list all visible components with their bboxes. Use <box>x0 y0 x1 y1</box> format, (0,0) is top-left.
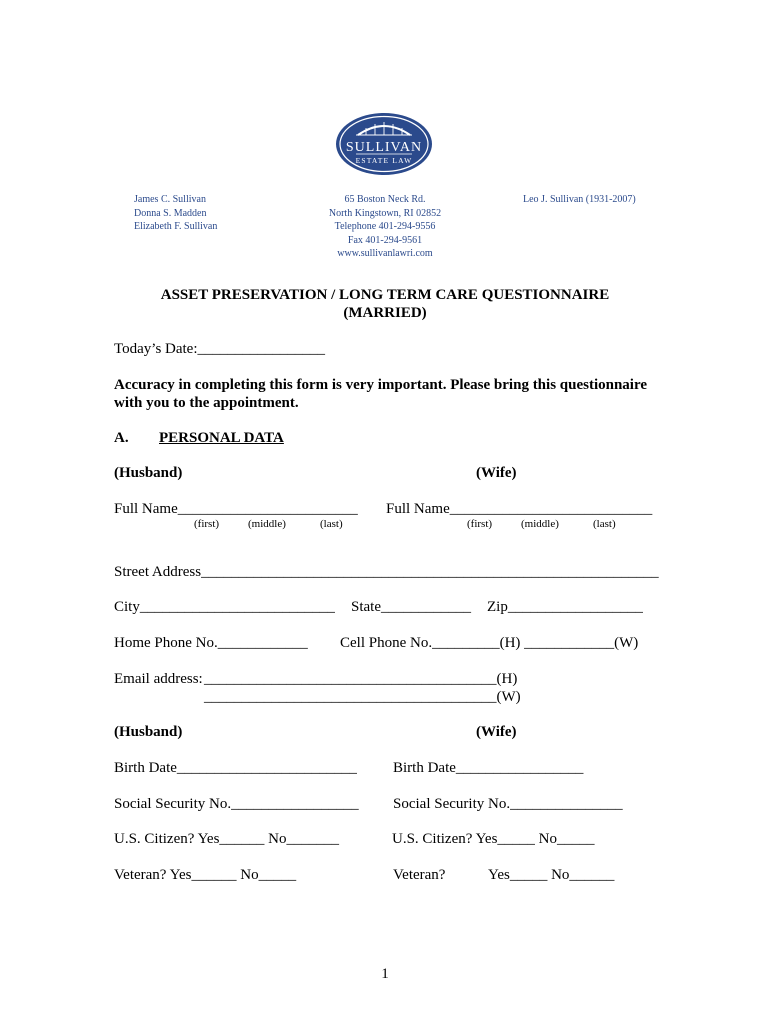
husband-ssn-field[interactable]: Social Security No._________________ <box>114 796 359 812</box>
husband-middle-caption: (middle) <box>248 518 286 530</box>
cell-phone-field[interactable]: Cell Phone No._________(H) ____________(W) <box>340 635 639 651</box>
address-line: North Kingstown, RI 02852 <box>328 207 442 219</box>
husband-column-header: (Husband) <box>114 724 183 740</box>
wife-veteran-field[interactable]: Yes_____ No______ <box>488 867 615 883</box>
logo-subtitle: ESTATE LAW <box>355 156 413 165</box>
section-heading: PERSONAL DATA <box>159 430 284 446</box>
website-line: www.sullivanlawri.com <box>337 248 433 259</box>
address-line: 65 Boston Neck Rd. <box>344 194 426 205</box>
document-title: ASSET PRESERVATION / LONG TERM CARE QUESTIONNAIRE <box>160 287 610 303</box>
street-address-field[interactable]: Street Address_____________________________________________________________ <box>114 564 659 580</box>
husband-veteran-field[interactable]: Veteran? Yes______ No_____ <box>114 867 297 883</box>
husband-birth-date-field[interactable]: Birth Date________________________ <box>114 760 357 776</box>
wife-last-caption: (last) <box>593 518 616 530</box>
state-field[interactable]: State____________ <box>351 599 471 615</box>
logo-wordmark: SULLIVAN <box>345 140 423 155</box>
page-number: 1 <box>381 966 389 982</box>
letterhead-attorneys <box>134 193 217 234</box>
husband-column-header: (Husband) <box>114 465 183 481</box>
address-line: Fax 401-294-9561 <box>347 234 423 246</box>
home-phone-field[interactable]: Home Phone No.____________ <box>114 635 308 651</box>
attorney-name: James C. Sullivan <box>134 194 206 205</box>
husband-first-caption: (first) <box>194 518 220 530</box>
wife-birth-date-field[interactable]: Birth Date_________________ <box>393 760 584 776</box>
letterhead-address <box>305 193 465 261</box>
wife-first-caption: (first) <box>467 518 493 530</box>
email-work-field[interactable]: _______________________________________(W) <box>204 689 521 705</box>
todays-date-field[interactable]: Today’s Date:_________________ <box>114 341 326 357</box>
letterhead-founder: Leo J. Sullivan (1931-2007) <box>523 194 636 205</box>
instruction-line: Accuracy in completing this form is very important. Please bring this questionnaire <box>114 377 648 393</box>
husband-last-caption: (last) <box>320 518 343 530</box>
document-subtitle: (MARRIED) <box>343 305 427 321</box>
address-line: Telephone 401-294-9556 <box>334 221 436 232</box>
husband-full-name-field[interactable]: Full Name________________________ <box>114 501 358 517</box>
city-field[interactable]: City__________________________ <box>114 599 335 615</box>
wife-column-header: (Wife) <box>476 465 517 481</box>
attorney-name: Donna S. Madden <box>134 207 207 219</box>
wife-veteran-label: Veteran? <box>393 867 446 883</box>
wife-column-header: (Wife) <box>476 724 517 740</box>
sullivan-logo <box>334 111 434 177</box>
attorney-name: Elizabeth F. Sullivan <box>134 221 218 232</box>
section-letter: A. <box>114 430 129 446</box>
wife-full-name-field[interactable]: Full Name___________________________ <box>386 501 653 517</box>
zip-field[interactable]: Zip__________________ <box>487 599 643 615</box>
wife-ssn-field[interactable]: Social Security No._______________ <box>393 796 623 812</box>
instruction-line: with you to the appointment. <box>114 395 299 411</box>
husband-citizen-field[interactable]: U.S. Citizen? Yes______ No_______ <box>114 831 340 847</box>
wife-middle-caption: (middle) <box>521 518 559 530</box>
wife-citizen-field[interactable]: U.S. Citizen? Yes_____ No_____ <box>392 831 595 847</box>
email-label: Email address: <box>114 671 203 687</box>
email-home-field[interactable]: _______________________________________(H) <box>204 671 518 687</box>
